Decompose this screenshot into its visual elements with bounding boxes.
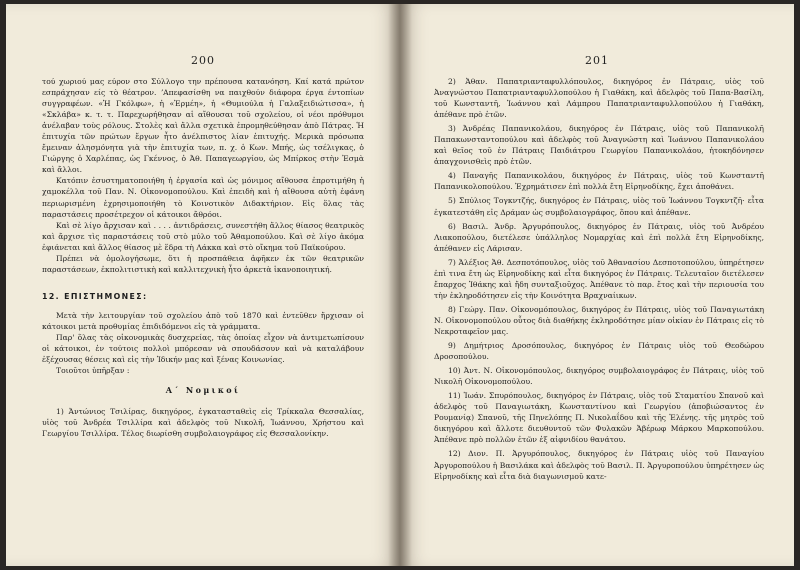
book-spread xyxy=(6,4,794,566)
paragraph: Κατόπιν ἐσυστηματοποιήθη ἡ ἐργασία καὶ ὡς μόνιμος αἴθουσα ἐπροτιμήθη ἡ χαμοκέλλα τοῦ Παν. Ν. Οἰκονομοπούλου. Καὶ ἐπειδὴ καὶ ἡ αἴθουσα αὐτὴ ἐφάνη περιωρισμένη ἐχρησιμοποιήθη τὸ Κοινοτικὸν Διδακτήριον. Εἰς ὅλας τὰς παραστάσεις προσέτρεχον οἱ κάτοικοι ἄθρόοι. xyxy=(42,176,364,219)
page-number-right: 201 xyxy=(585,54,609,67)
paragraph: τού χωριού μας εύρον στο Σύλλογο την πρέπουσα κατανόηση. Καί κατά πρώτον εσπράχησαν είς τὸ θέατρον. ʼΑπεφασίσθη να παιχθούν διάφορα έργα έντοπίων συγγραφέων. «Ἡ Γκόλφω», ἡ «Ἐρμέη», ἡ «Θυμιούλα ἡ Γαλαξειδιώτισσα», ἡ «Σκλάβα» κ. τ. τ. Παρεχωρήθησαν αἱ αἴθουσαι τοῦ σχολείου, οἱ νέοι πρόθυμοι ἀνέλαβαν τοὺς ρόλους. Στολὲς καὶ ἄλλα σχετικὰ ἐπρομηθεύθησαν ἀπὸ Πάτρας. Ἡ ἐπιτυχία τῶν πρώτων ἔργων ἦτο ἀνέλπιστος λίαν ἐπιτυχής. Μερικὰ πρόσωπα ἔμειναν ἀλησμόνητα γιὰ τὴν ἐπιτυχία των, π. χ. ὁ Κων. Μπής, ὡς τσέλιγκας, ὁ Γιώργης ὁ Χαρλέπας, ὡς Γκέννος, ὁ Ἀθ. Παπαγεωργίου, ὡς Μπίρκος στὴν Ἐσμὰ καὶ ἄλλοι. xyxy=(42,77,364,175)
paragraph: Παρ' ὅλας τὰς οἰκονομικὰς δυσχερείας, τὰς ὁποίας εἶχον νὰ ἀντιμετωπίσουν οἱ κάτοικοι, ἐν τούτοις πολλοὶ μπόρεσαν νὰ σπουδάσουν καὶ νὰ καταλάβουν ἐξέχουσας θέσεις καὶ εἰς τὴν Ἰδικήν μας καὶ ξένας Κοινωνίας. xyxy=(42,332,364,365)
entry: 4) Παναγῆς Παπανικολάου, δικηγόρος ἐν Πάτραις, υἱὸς τοῦ Κωνσταντῆ Παπανικολοπούλου. Ἐχρημάτισεν ἐπὶ πολλὰ ἔτη Εἰρηνοδίκης, ἔχει ἀποθάνει. xyxy=(434,171,764,192)
page-number-left: 200 xyxy=(191,54,215,67)
entry: 5) Σπύλιος Τογκντζής, δικηγόρος ἐν Πάτραις, υἱὸς τοῦ Ἰωάννου Τογκντζῆ· εἶτα ἐγκατεστάθη εἰς Δράμαν ὡς συμβολαιογράφος, ὅπου καὶ ἀπέθανε. xyxy=(434,196,764,217)
entry: 6) Βασιλ. Ἀνδρ. Ἀργυρόπουλος, δικηγόρος ἐν Πάτραις, υἱὸς τοῦ Ἀνδρέου Λιακοπούλου, διετέλεσε ὑπάλληλος Νομαρχίας καὶ ἐπὶ πολλὰ ἔτη Εἰρηνοδίκης, ἀπέθανεν εἰς Λάρισαν. xyxy=(434,221,764,253)
entry: 11) Ἰωάν. Σπυρόπουλος, δικηγόρος ἐν Πάτραις, υἱὸς τοῦ Σταματίου Σπανοῦ καὶ ἀδελφὸς τοῦ Παναγιωτάκη, Κωνσταντίνου καὶ Γεωργίου (ἀποβιώσαντος ἐν Ρουμανίᾳ) Σπανοῦ, τῆς Πηνελόπης Π. Νικολαΐδου καὶ τῆς Ἑλένης. τῆς μητρὸς τοῦ δικηγόρου καὶ ἄλλοτε διευθυντοῦ τῶν Φυλακῶν Ἀβέρωφ Μάρκου Μαρκοπούλου. Ἀπέθανε πρὸ πολλῶν ἐτῶν ἐξ αἰφνιδίου θανάτου. xyxy=(434,391,764,445)
entry: 3) Ἀνδρέας Παπανικολάου, δικηγόρος ἐν Πάτραις, υἱὸς τοῦ Παπανικολῆ Παπακωνσταντοπούλου καὶ ἀδελφὸς τοῦ Ἀναγνώστη καὶ Ἰωάννου Παπανικολάου καὶ θεῖος τοῦ ἐν Πάτραις Παιδιάτρου Γεωργίου Παπανικολάου, ἠτοκηδόνησεν ἀπαγχονισθεὶς πρὸ ἐτῶν. xyxy=(434,124,764,167)
paragraph: Καὶ σὲ λίγο ἄρχισαν καὶ . . . . ἀντιδράσεις, συνεστήθη ἄλλος θίασος θεατρικὸς καὶ ἄρχισε τὶς παραστάσεις τοῦ στὸ μύλο τοῦ Ἀθαμοπούλου. Καὶ σὲ λίγο ἀκόμα ἐφιάνεται καὶ ἄλλος θίασος μὲ ἕδρα τὴ Λάκκα καὶ στὸ οἴκημα τοῦ Παϊκούρου. xyxy=(42,220,364,252)
paragraph: Πρέπει νὰ ὁμολογήσωμε, ὅτι ἡ προσπάθεια ἀφῆκεν ἐκ τῶν θεατρικῶν παραστάσεων, ἐκπολιτιστικὴ καὶ καλλιτεχνικὴ ἦτο ἀρκετὰ ἱκανοποιητική. xyxy=(42,253,364,274)
subheading: Α΄ Νομικοί xyxy=(165,385,241,396)
entry: 1) Ἀντώνιος Τσιλίρας, δικηγόρος, ἐγκατασταθεὶς εἰς Τρίκκαλα Θεσσαλίας, υἱὸς τοῦ Ἀνδρέα Τσιλλίρα καὶ ἀδελφὸς τοῦ Νικολῆ, Ἰωάννου, Χρήστου καὶ Γεωργίου Τσιλλίρα. Τέλος διωρίσθη συμβολαιογράφος εἰς Θεσσαλονίκην. xyxy=(42,407,364,439)
right-page-text xyxy=(434,76,764,485)
left-page xyxy=(6,4,400,566)
right-page xyxy=(400,4,794,566)
left-page-text xyxy=(42,76,364,442)
entry: 12) Διον. Π. Ἀργυρόπουλος, δικηγόρος ἐν Πάτραις υἱὸς τοῦ Παναγίου Ἀργυροπούλου ἡ Βασιλάκα καὶ ἀδελφὸς τοῦ Βασιλ. Π. Ἀργυροπούλου ὑπηρέτησεν ὡς Εἰρηνοδίκης καὶ εἶτα διὰ διαγωνισμοῦ κατε- xyxy=(434,449,764,481)
section-heading: 12. ΕΠΙΣΤΗΜΟΝΕΣ: xyxy=(42,291,148,301)
entry: 9) Δημήτριος Δροσόπουλος, δικηγόρος ἐν Πάτραις υἱὸς τοῦ Θεοδώρου Δροσοπούλου. xyxy=(434,341,764,362)
paragraph: Μετὰ τὴν λειτουργίαν τοῦ σχολείου ἀπὸ τοῦ 1870 καὶ ἐντεῦθεν ἤρχισαν οἱ κάτοικοι μετὰ προθυμίας ἐπιδιδόμενοι εἰς τὰ γράμματα. xyxy=(42,310,364,331)
entry: 7) Ἀλέξιος Ἀθ. Δεσποτόπουλος, υἱὸς τοῦ Ἀθανασίου Δεσποτοπούλου, ὑπηρέτησεν ἐπὶ τινα ἔτη ὡς Εἰρηνοδίκης καὶ εἶτα δικηγόρος ἐν Πάτραις. Τελευταῖον διετέλεσεν ἔπαρχος Ἰθάκης καὶ ἤδη συνταξιοῦχος. Ἀπέθανε τὸ παρ. ἔτος καὶ τὴν περιουσία του τὴν ἐκληροδότησεν εἰς τὴν Κοινότητα Βραχναίικων. xyxy=(434,257,764,300)
entry: 2) Ἀθαν. Παπατριανταφυλλόπουλος, δικηγόρος ἐν Πάτραις, υἱὸς τοῦ Ἀναγνώστου Παπατριανταφυλλοπούλου ἡ Γιαθάκη, καὶ ἀδελφὸς τοῦ Παπα-Βασίλη, τοῦ Κωνσταντῆ, Ἰωάννου καὶ Λάμπρου Παπατριανταφυλλοπούλου ἡ Γιαθάκη, ἀπέθανε πρὸ ἐτῶν. xyxy=(434,77,764,120)
entry: 10) Ἀντ. Ν. Οἰκονομόπουλος, δικηγόρος συμβολαιογράφος ἐν Πάτραις, υἱὸς τοῦ Νικολῆ Οἰκονομοπούλου. xyxy=(434,366,764,387)
entry: 8) Γεώργ. Παν. Οἰκονομόπουλος, δικηγόρος ἐν Πάτραις, υἱὸς τοῦ Παναγιωτάκη Ν. Οἰκονομοπούλου οὗτος διὰ διαθήκης ἐκληροδότησε μίαν οἰκίαν ἐν Πάτραις εἰς τὸ Νεκροταφεῖον μας. xyxy=(434,304,764,336)
paragraph: Τοιοῦτοι ὑπῆρξαν : xyxy=(56,366,130,376)
